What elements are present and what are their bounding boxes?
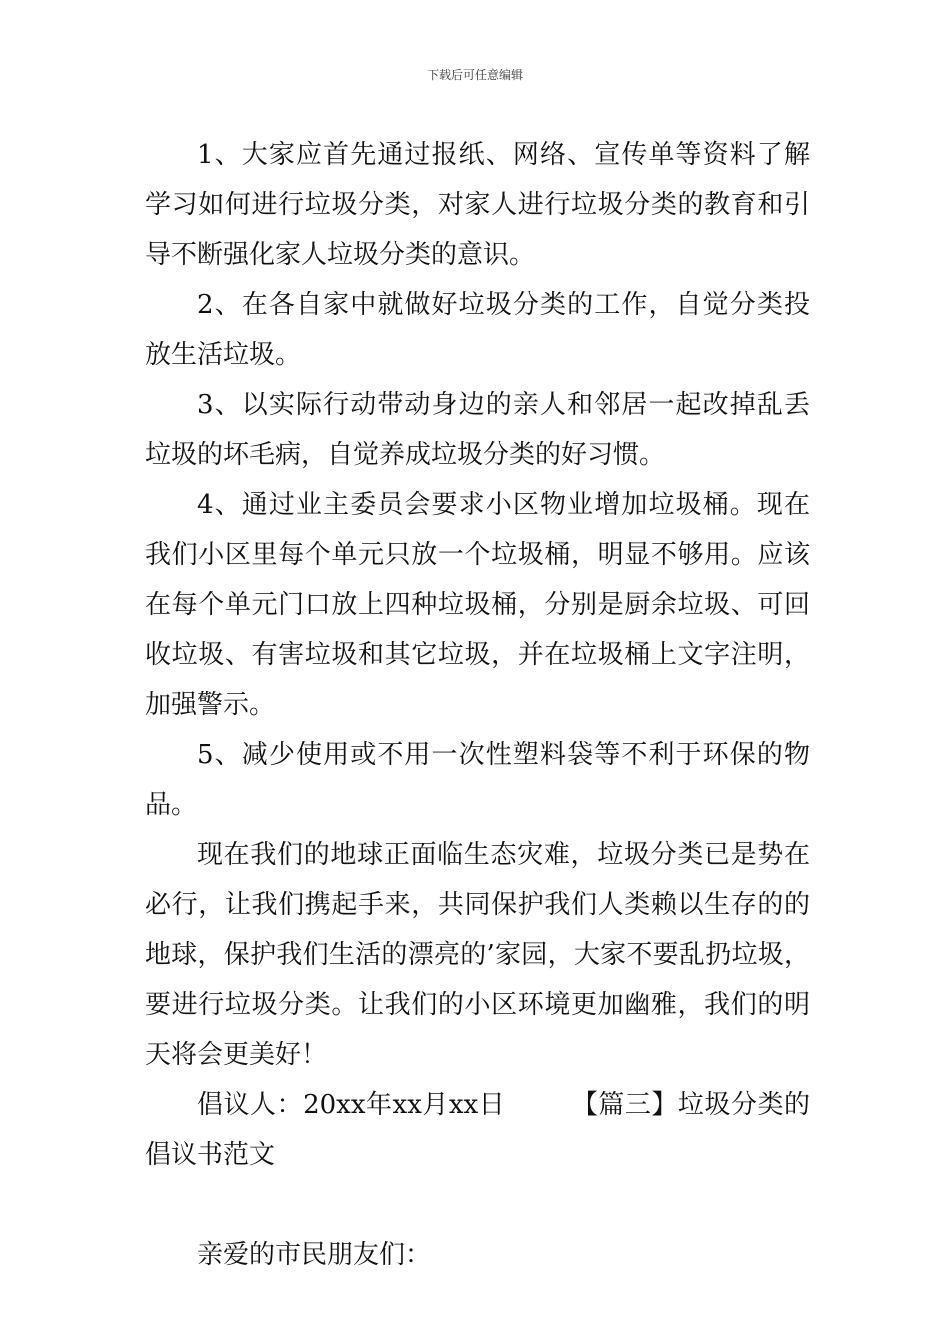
header-note: 下载后可任意编辑	[426, 68, 523, 82]
paragraph-3: 3、以实际行动带动身边的亲人和邻居一起改掉乱丢垃圾的坏毛病，自觉养成垃圾分类的好习惯。	[145, 390, 810, 470]
paragraph-5: 5、减少使用或不用一次性塑料袋等不利于环保的物品。	[145, 740, 810, 820]
blank-line	[145, 1180, 810, 1230]
paragraph-closing: 现在我们的地球正面临生态灾难，垃圾分类已是势在必行，让我们携起手来，共同保护我们人类赖以生存的的地球，保护我们生活的漂亮的’家园，大家不要乱扔垃圾，要进行垃圾分类。让我们的小区环境更加幽雅，我们的明天将会更美好！	[145, 840, 810, 1070]
document-body	[145, 130, 810, 1280]
paragraph-salutation: 亲爱的市民朋友们：	[197, 1240, 432, 1270]
paragraph-signature: 倡议人：20xx年xx月xx日 【篇三】垃圾分类的倡议书范文	[145, 1090, 810, 1170]
paragraph-1: 1、大家应首先通过报纸、网络、宣传单等资料了解学习如何进行垃圾分类，对家人进行垃圾分类的教育和引导不断强化家人垃圾分类的意识。	[145, 140, 810, 270]
paragraph-4: 4、通过业主委员会要求小区物业增加垃圾桶。现在我们小区里每个单元只放一个垃圾桶，明显不够用。应该在每个单元门口放上四种垃圾桶，分别是厨余垃圾、可回收垃圾、有害垃圾和其它垃圾，并在垃圾桶上文字注明，加强警示。	[145, 490, 810, 720]
paragraph-2: 2、在各自家中就做好垃圾分类的工作，自觉分类投放生活垃圾。	[145, 290, 810, 370]
